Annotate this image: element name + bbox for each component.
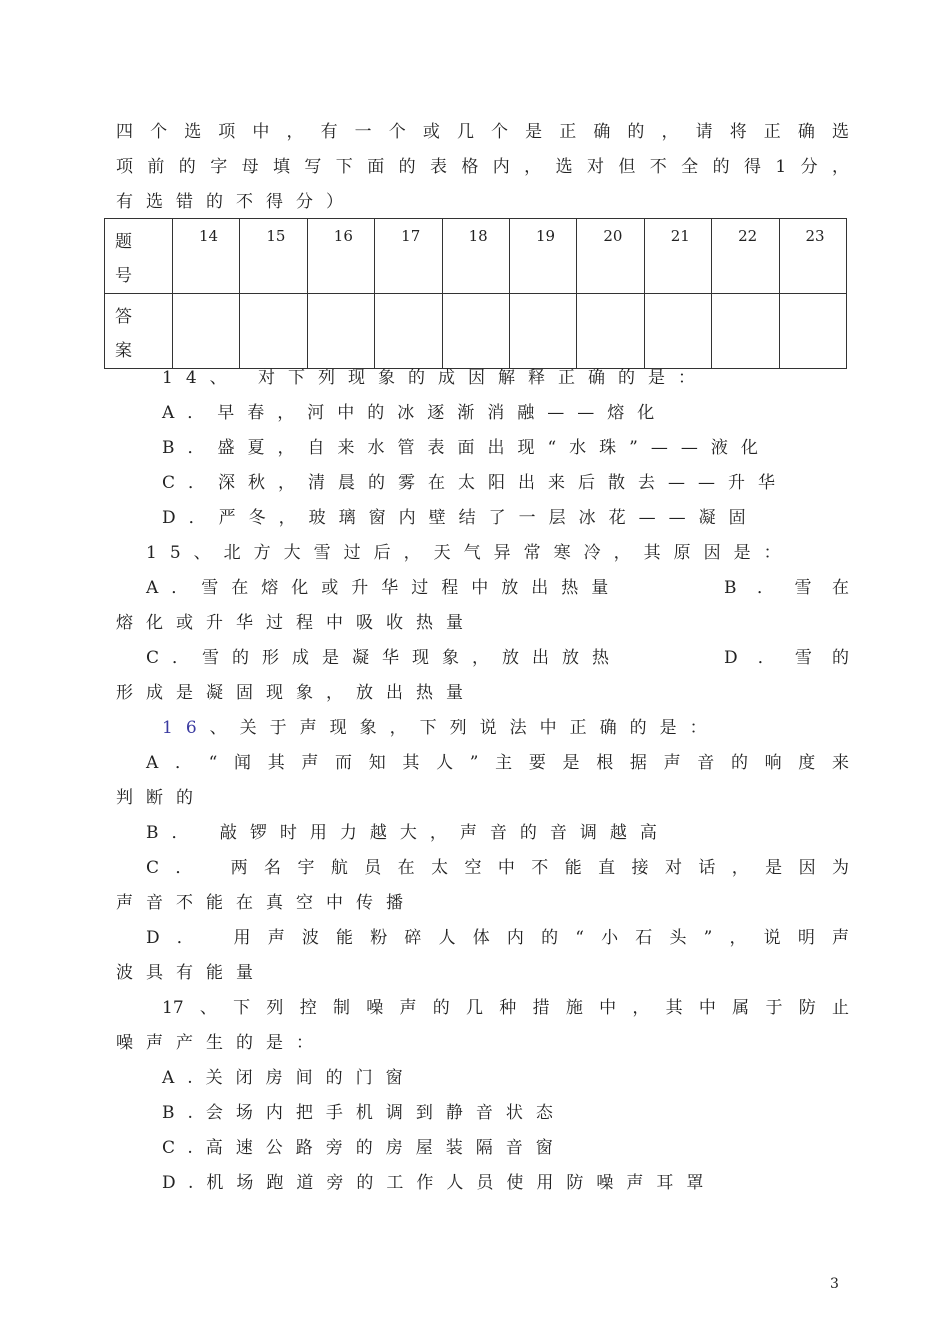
row-header-question-number: 题号 [105, 219, 173, 294]
q17-option-a: A.关闭房间的门窗 [162, 1068, 416, 1088]
question-number-cell: 22 [712, 219, 779, 294]
question-number-cell: 19 [509, 219, 576, 294]
question-number-cell: 20 [577, 219, 644, 294]
q15-option-b-cont: 熔化或升华过程中吸收热量 [116, 613, 476, 633]
answer-cell[interactable] [779, 294, 846, 369]
q15-option-c: C．雪的形成是凝华现象，放出放热 [146, 648, 623, 668]
q16-stem [162, 716, 720, 740]
intro-line-2: 项前的字母填写下面的表格内，选对但不全的得1分， [116, 157, 849, 177]
q17-stem: 17、下列控制噪声的几种措施中，其中属于防止 [162, 998, 849, 1018]
q14-stem: 14、 对下列现象的成因解释正确的是： [162, 368, 709, 388]
q15-option-a: A．雪在熔化或升华过程中放出热量 [146, 578, 622, 598]
q15-option-d-start: D．雪的 [724, 648, 849, 668]
intro-line-1: 四个选项中，有一个或几个是正确的，请将正确选 [116, 122, 849, 142]
question-number-cell: 15 [240, 219, 307, 294]
answer-cell[interactable] [307, 294, 374, 369]
q16-stem-text: 、关于声现象，下列说法中正确的是： [209, 718, 720, 738]
q15-stem: 15、北方大雪过后，天气异常寒冷，其原因是： [146, 543, 794, 563]
question-number-cell: 21 [644, 219, 711, 294]
q16-option-a: A．“闻其声而知其人”主要是根据声音的响度来 [146, 753, 849, 773]
answer-cell[interactable] [644, 294, 711, 369]
q16-option-c-cont: 声音不能在真空中传播 [116, 893, 416, 913]
q14-option-c: C．深秋，清晨的雾在太阳出来后散去——升华 [162, 473, 789, 493]
question-number-cell: 17 [375, 219, 442, 294]
answer-cell[interactable] [375, 294, 442, 369]
q17-stem-cont: 噪声产生的是： [116, 1033, 326, 1053]
answer-cell[interactable] [712, 294, 779, 369]
q14-option-d: D．严冬，玻璃窗内壁结了一层冰花——凝固 [162, 508, 759, 528]
answer-row [105, 294, 847, 369]
answer-cell[interactable] [509, 294, 576, 369]
q16-option-b: B． 敲锣时用力越大，声音的音调越高 [146, 823, 670, 843]
q16-option-d-cont: 波具有能量 [116, 963, 266, 983]
q17-option-d: D.机场跑道旁的工作人员使用防噪声耳罩 [162, 1173, 717, 1193]
q16-option-d: D． 用声波能粉碎人体内的“小石头”，说明声 [146, 928, 849, 948]
page-number: 3 [830, 1276, 839, 1292]
q14-option-b: B．盛夏，自来水管表面出现“水珠”——液化 [162, 438, 771, 458]
q15-option-b-start: B．雪在 [724, 578, 849, 598]
answer-cell[interactable] [577, 294, 644, 369]
question-number-row [105, 219, 847, 294]
question-number-cell: 23 [779, 219, 846, 294]
answer-cell[interactable] [240, 294, 307, 369]
q15-option-d-cont: 形成是凝固现象，放出热量 [116, 683, 476, 703]
answer-cell[interactable] [173, 294, 240, 369]
q16-option-c: C． 两名宇航员在太空中不能直接对话，是因为 [146, 858, 849, 878]
answer-cell[interactable] [442, 294, 509, 369]
q17-option-c: C.高速公路旁的房屋装隔音窗 [162, 1138, 566, 1158]
question-number-cell: 18 [442, 219, 509, 294]
q14-option-a: A．早春，河中的冰逐渐消融——熔化 [162, 403, 668, 423]
q16-number: 16 [162, 718, 210, 738]
row-header-answer: 答案 [105, 294, 173, 369]
intro-line-3: 有选错的不得分） [116, 192, 356, 212]
question-number-cell: 16 [307, 219, 374, 294]
q17-option-b: B.会场内把手机调到静音状态 [162, 1103, 566, 1123]
question-number-cell: 14 [173, 219, 240, 294]
q16-option-a-cont: 判断的 [116, 788, 206, 808]
answer-table [104, 218, 847, 369]
